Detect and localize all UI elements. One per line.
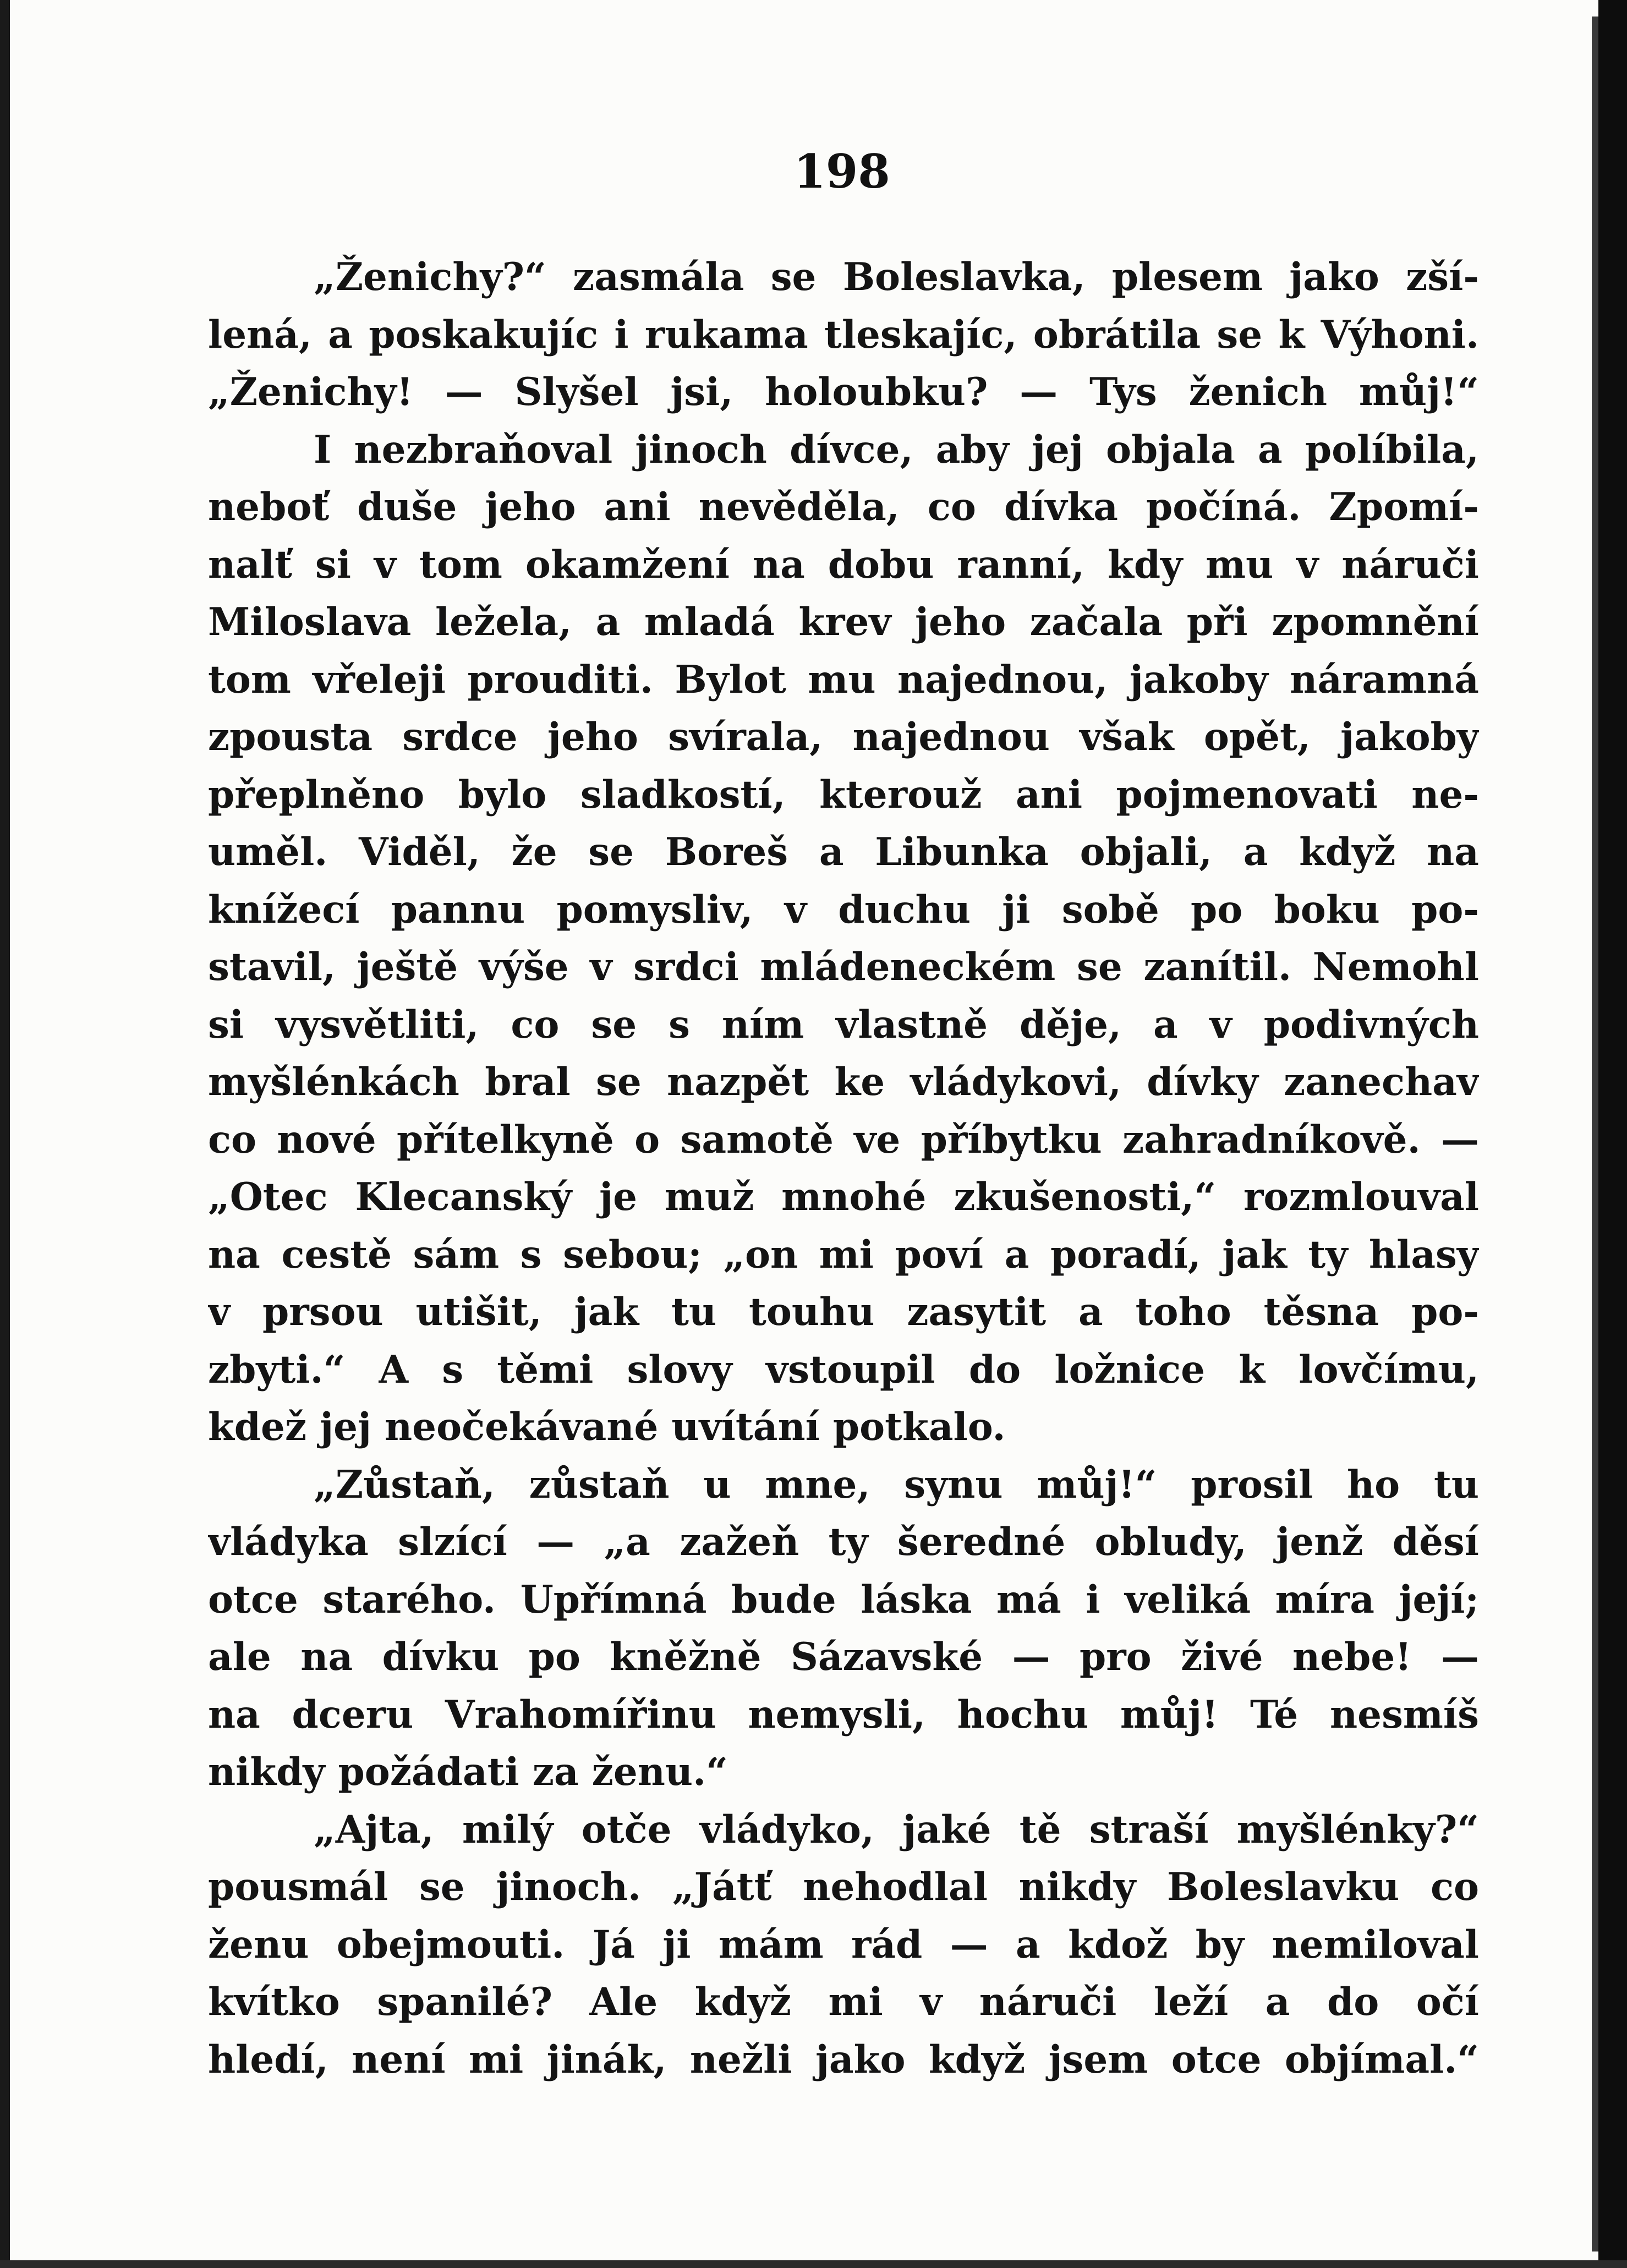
text-line: lená, a poskakujíc i rukama tleskajíc, obrátila se k Výhoni.	[208, 312, 1479, 357]
text-line: myšlénkách bral se nazpět ke vládykovi, dívky zanechav	[208, 1060, 1479, 1104]
text-line: „Ajta, milý otče vládyko, jaké tě straší myšlénky?“	[314, 1807, 1479, 1852]
text-line: knížecí pannu pomysliv, v duchu ji sobě po boku po-	[208, 887, 1479, 932]
text-line: si vysvětliti, co se s ním vlastně děje, a v podivných	[208, 1002, 1479, 1047]
text-line: vládyka slzící — „a zažeň ty šeredné obludy, jenž děsí	[208, 1520, 1479, 1564]
text-line: nalť si v tom okamžení na dobu ranní, kdy mu v náruči	[208, 542, 1479, 587]
text-line: „Ženichy?“ zasmála se Boleslavka, plesem jako zší-	[314, 255, 1479, 299]
text-line: I nezbraňoval jinoch dívce, aby jej objala a políbila,	[314, 427, 1479, 472]
text-line: „Otec Klecanský je muž mnohé zkušenosti,“ rozmlouval	[208, 1175, 1479, 1219]
text-line: kvítko spanilé? Ale když mi v náruči leží a do očí	[208, 1980, 1479, 2024]
text-line: pousmál se jinoch. „Játť nehodlal nikdy Boleslavku co	[208, 1865, 1479, 1909]
text-line: „Zůstaň, zůstaň u mne, synu můj!“ prosil ho tu	[314, 1462, 1479, 1507]
text-line: nikdy požádati za ženu.“	[208, 1750, 728, 1794]
text-line: v prsou utišit, jak tu touhu zasytit a toho těsna po-	[208, 1290, 1479, 1334]
text-line: zpousta srdce jeho svírala, najednou však opět, jakoby	[208, 715, 1479, 759]
text-line: ale na dívku po kněžně Sázavské — pro živé nebe! —	[208, 1635, 1479, 1679]
text-line: přeplněno bylo sladkostí, kterouž ani pojmenovati ne-	[208, 772, 1479, 817]
text-line: na cestě sám s sebou; „on mi poví a poradí, jak ty hlasy	[208, 1232, 1479, 1277]
text-line: co nové přítelkyně o samotě ve příbytku zahradníkově. —	[208, 1117, 1479, 1162]
text-line: „Ženichy! — Slyšel jsi, holoubku? — Tys ženich můj!“	[208, 370, 1479, 414]
text-line: Miloslava ležela, a mladá krev jeho začala při zpomnění	[208, 600, 1479, 644]
text-line: na dceru Vrahomířinu nemysli, hochu můj! Té nesmíš	[208, 1692, 1479, 1737]
text-line: tom vřeleji prouditi. Bylot mu najednou, jakoby náramná	[208, 657, 1479, 702]
text-line: stavil, ještě výše v srdci mládeneckém se zanítil. Nemohl	[208, 945, 1479, 989]
text-line: neboť duše jeho ani nevěděla, co dívka počíná. Zpomí-	[208, 485, 1479, 529]
page-number: 198	[793, 144, 890, 199]
scan-bottom-edge	[0, 2260, 1627, 2268]
text-line: ženu obejmouti. Já ji mám rád — a kdož by nemiloval	[208, 1922, 1479, 1967]
scan-left-edge	[0, 0, 10, 2268]
text-line: otce starého. Upřímná bude láska má i veliká míra její;	[208, 1577, 1479, 1622]
scan-right-edge	[1598, 0, 1627, 2268]
scan-right-shadow	[1592, 17, 1598, 2251]
text-line: hledí, není mi jinák, nežli jako když jsem otce objímal.“	[208, 2037, 1479, 2082]
text-line: zbyti.“ A s těmi slovy vstoupil do ložnice k lovčímu,	[208, 1347, 1479, 1392]
body-text	[208, 249, 1479, 2089]
text-line: kdež jej neočekávané uvítání potkalo.	[208, 1405, 1006, 1449]
text-line: uměl. Viděl, že se Boreš a Libunka objali, a když na	[208, 830, 1479, 874]
